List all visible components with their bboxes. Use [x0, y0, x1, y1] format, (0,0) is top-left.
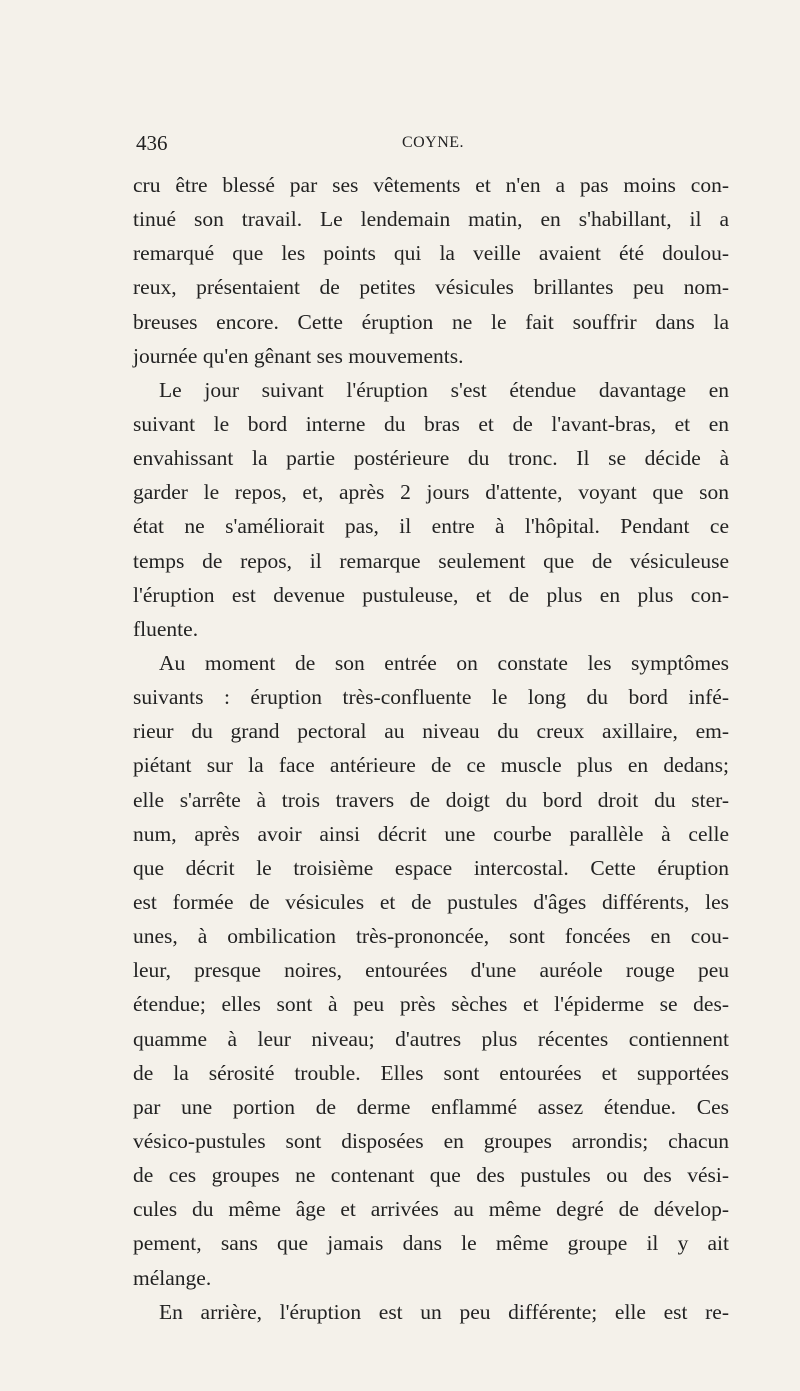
text-line: reux, présentaient de petites vésicules brillantes peu nom- — [133, 275, 729, 300]
text-line: de la sérosité trouble. Elles sont entourées et supportées — [133, 1060, 729, 1085]
text-line: elle s'arrête à trois travers de doigt du bord droit du ster- — [133, 787, 729, 812]
text-line: garder le repos, et, après 2 jours d'attente, voyant que son — [133, 480, 729, 505]
text-line: journée qu'en gênant ses mouvements. — [133, 343, 464, 368]
text-line: En arrière, l'éruption est un peu différente; elle est re- — [159, 1299, 729, 1324]
text-line: Le jour suivant l'éruption s'est étendue davantage en — [159, 377, 729, 402]
text-line: suivant le bord interne du bras et de l'avant-bras, et en — [133, 411, 729, 436]
text-line: suivants : éruption très-confluente le long du bord infé- — [133, 685, 729, 710]
text-line: unes, à ombilication très-prononcée, sont foncées en cou- — [133, 924, 729, 949]
text-line: rieur du grand pectoral au niveau du creux axillaire, em- — [133, 719, 729, 744]
text-line: num, après avoir ainsi décrit une courbe parallèle à celle — [133, 821, 729, 846]
text-line: est formée de vésicules et de pustules d'âges différents, les — [133, 889, 729, 914]
page-header — [136, 131, 730, 159]
running-title: COYNE. — [401, 134, 465, 151]
text-line: vésico-pustules sont disposées en groupes arrondis; chacun — [133, 1128, 729, 1153]
text-line: fluente. — [133, 616, 199, 641]
text-line: que décrit le troisième espace intercostal. Cette éruption — [133, 855, 729, 880]
text-line: temps de repos, il remarque seulement que de vésiculeuse — [133, 548, 729, 573]
text-line: Au moment de son entrée on constate les symptômes — [159, 650, 729, 675]
body-text — [133, 168, 729, 1329]
text-line: étendue; elles sont à peu près sèches et l'épiderme se des- — [133, 992, 729, 1017]
page-number: 436 — [136, 131, 168, 155]
text-line: mélange. — [133, 1265, 212, 1290]
text-line: cules du même âge et arrivées au même degré de dévelop- — [133, 1197, 729, 1222]
text-line: remarqué que les points qui la veille avaient été doulou- — [133, 241, 729, 266]
text-line: par une portion de derme enflammé assez étendue. Ces — [133, 1094, 729, 1119]
text-line: pement, sans que jamais dans le même groupe il y ait — [133, 1231, 729, 1256]
text-line: quamme à leur niveau; d'autres plus récentes contiennent — [133, 1026, 729, 1051]
text-line: envahissant la partie postérieure du tronc. Il se décide à — [133, 446, 729, 471]
text-line: leur, presque noires, entourées d'une auréole rouge peu — [133, 958, 729, 983]
text-line: état ne s'améliorait pas, il entre à l'hôpital. Pendant ce — [133, 514, 729, 539]
text-line: l'éruption est devenue pustuleuse, et de plus en plus con- — [133, 582, 729, 607]
text-line: tinué son travail. Le lendemain matin, en s'habillant, il a — [133, 207, 729, 232]
text-line: piétant sur la face antérieure de ce muscle plus en dedans; — [133, 753, 729, 778]
text-line: de ces groupes ne contenant que des pustules ou des vési- — [133, 1163, 729, 1188]
text-line: cru être blessé par ses vêtements et n'en a pas moins con- — [133, 173, 729, 197]
text-line: breuses encore. Cette éruption ne le fait souffrir dans la — [133, 309, 729, 334]
